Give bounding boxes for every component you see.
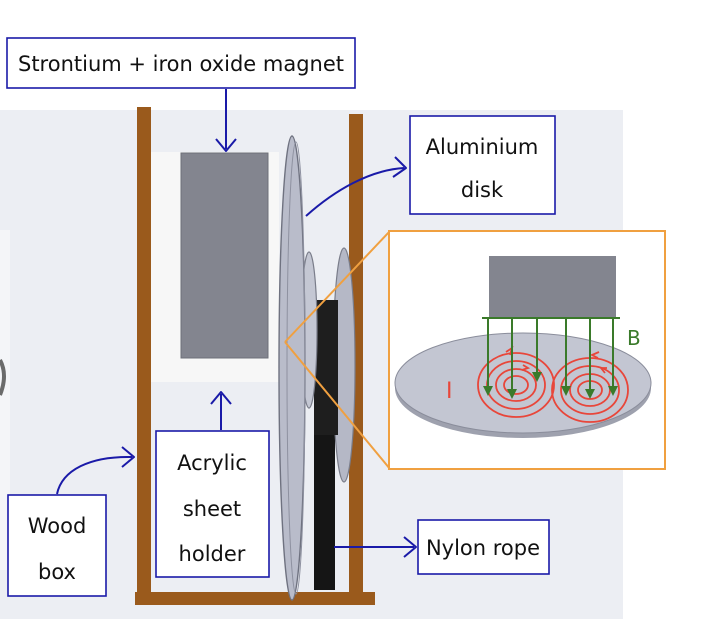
label-aluminium-disk xyxy=(410,116,555,214)
label-box-line2: box xyxy=(38,560,76,584)
aluminium-disk xyxy=(279,136,305,600)
label-holder-line1: Acrylic xyxy=(177,451,247,475)
label-nylon-rope xyxy=(418,520,549,574)
label-box-line1: Wood xyxy=(27,514,87,538)
wood-box-left-wall xyxy=(137,107,151,603)
label-magnet xyxy=(7,38,355,88)
label-holder-line2: sheet xyxy=(182,497,242,521)
magnet-block xyxy=(181,153,268,358)
eddy-current-inset xyxy=(389,231,665,469)
nylon-rope xyxy=(314,425,335,590)
field-label: B xyxy=(627,326,641,350)
label-disk-line2: disk xyxy=(460,178,504,202)
label-rope-text: Nylon rope xyxy=(425,536,541,560)
current-label: I xyxy=(446,379,453,404)
wood-box-floor xyxy=(135,592,375,605)
label-disk-line1: Aluminium xyxy=(425,135,539,159)
label-magnet-text: Strontium + iron oxide magnet xyxy=(17,52,345,76)
inset-magnet xyxy=(489,256,616,318)
hub-dark xyxy=(314,300,338,435)
label-holder-line3: holder xyxy=(178,542,246,566)
label-wood-box xyxy=(8,495,106,596)
label-acrylic-holder xyxy=(156,431,269,577)
